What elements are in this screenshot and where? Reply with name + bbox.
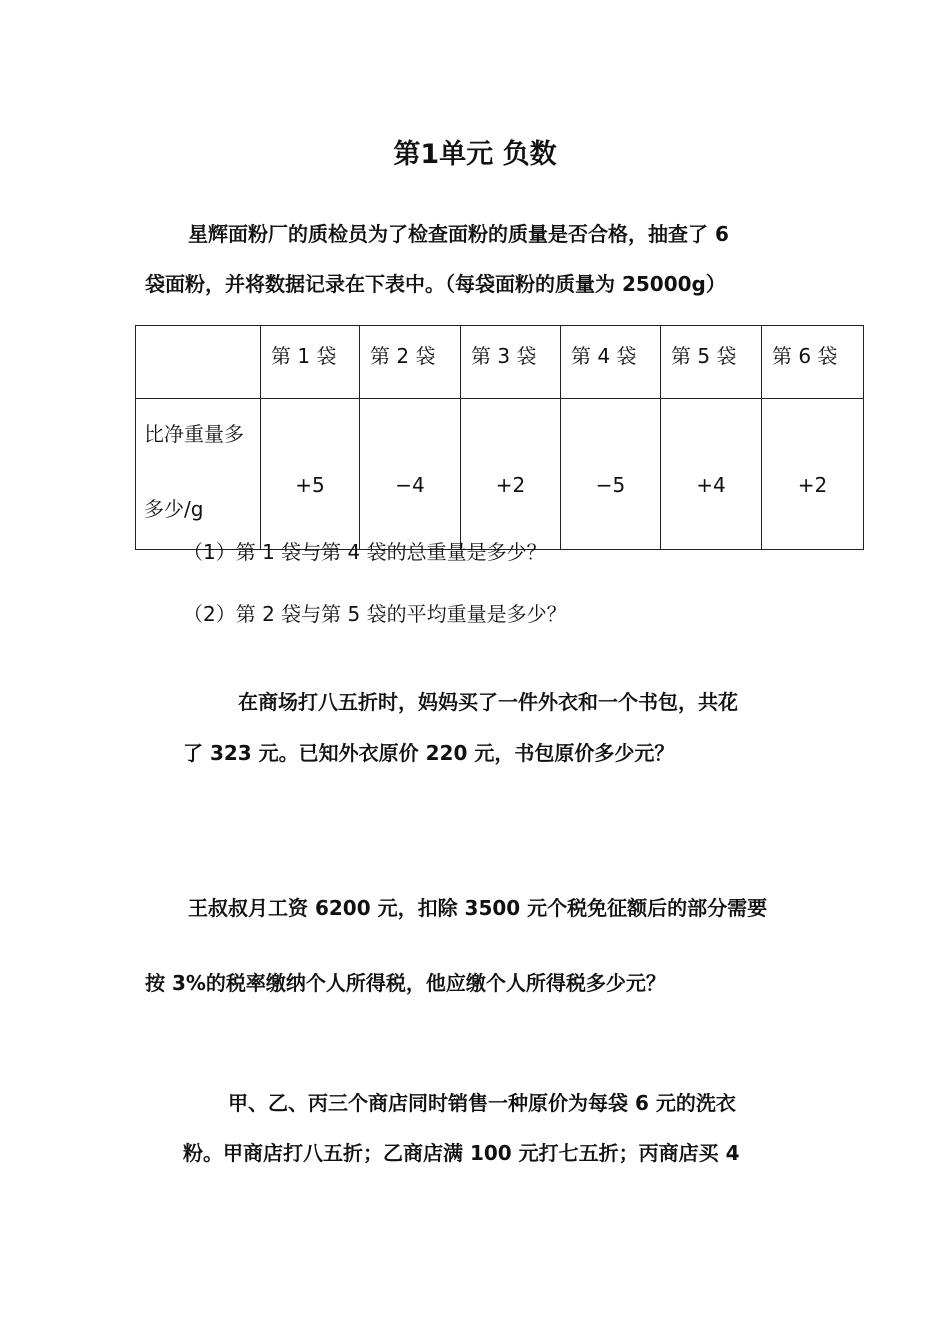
table-header-row <box>136 326 864 399</box>
data-table <box>135 325 864 550</box>
table-header-cell: 第 3 袋 <box>461 326 561 399</box>
table-row <box>136 399 864 550</box>
table-header-cell: 第 4 袋 <box>561 326 661 399</box>
problem4-line1: 甲、乙、丙三个商店同时销售一种原价为每袋 6 元的洗衣 <box>228 1091 736 1115</box>
row-label-cell <box>136 399 261 550</box>
table-header-cell <box>136 326 261 399</box>
question-1: （1）第 1 袋与第 4 袋的总重量是多少？ <box>183 540 547 564</box>
problem2-line2: 了 323 元。已知外衣原价 220 元，书包原价多少元？ <box>183 741 675 765</box>
problem1-line2: 袋面粉，并将数据记录在下表中。（每袋面粉的质量为 25000g） <box>145 272 726 296</box>
table-header-cell: 第 5 袋 <box>661 326 762 399</box>
problem4-line2: 粉。甲商店打八五折；乙商店满 100 元打七五折；丙商店买 4 <box>183 1141 740 1165</box>
problem3-line1: 王叔叔月工资 6200 元，扣除 3500 元个税免征额后的部分需要 <box>188 896 768 920</box>
table-header-cell: 第 1 袋 <box>261 326 360 399</box>
value-cell: +2 <box>461 399 561 550</box>
problem3-line2: 按 3%的税率缴纳个人所得税，他应缴个人所得税多少元？ <box>145 971 666 995</box>
table-header-cell: 第 6 袋 <box>762 326 864 399</box>
row-label-line2: 多少/g <box>144 497 204 521</box>
table-header-cell: 第 2 袋 <box>360 326 461 399</box>
value-cell: +4 <box>661 399 762 550</box>
value-cell: −5 <box>561 399 661 550</box>
question-2: （2）第 2 袋与第 5 袋的平均重量是多少？ <box>183 602 567 626</box>
page-title: 第1单元 负数 <box>393 139 557 170</box>
problem2-line1: 在商场打八五折时，妈妈买了一件外衣和一个书包，共花 <box>238 690 738 714</box>
value-cell: +5 <box>261 399 360 550</box>
value-cell: −4 <box>360 399 461 550</box>
problem1-line1: 星辉面粉厂的质检员为了检查面粉的质量是否合格，抽查了 6 <box>188 222 729 246</box>
row-label-line1: 比净重量多 <box>144 422 244 446</box>
value-cell: +2 <box>762 399 864 550</box>
